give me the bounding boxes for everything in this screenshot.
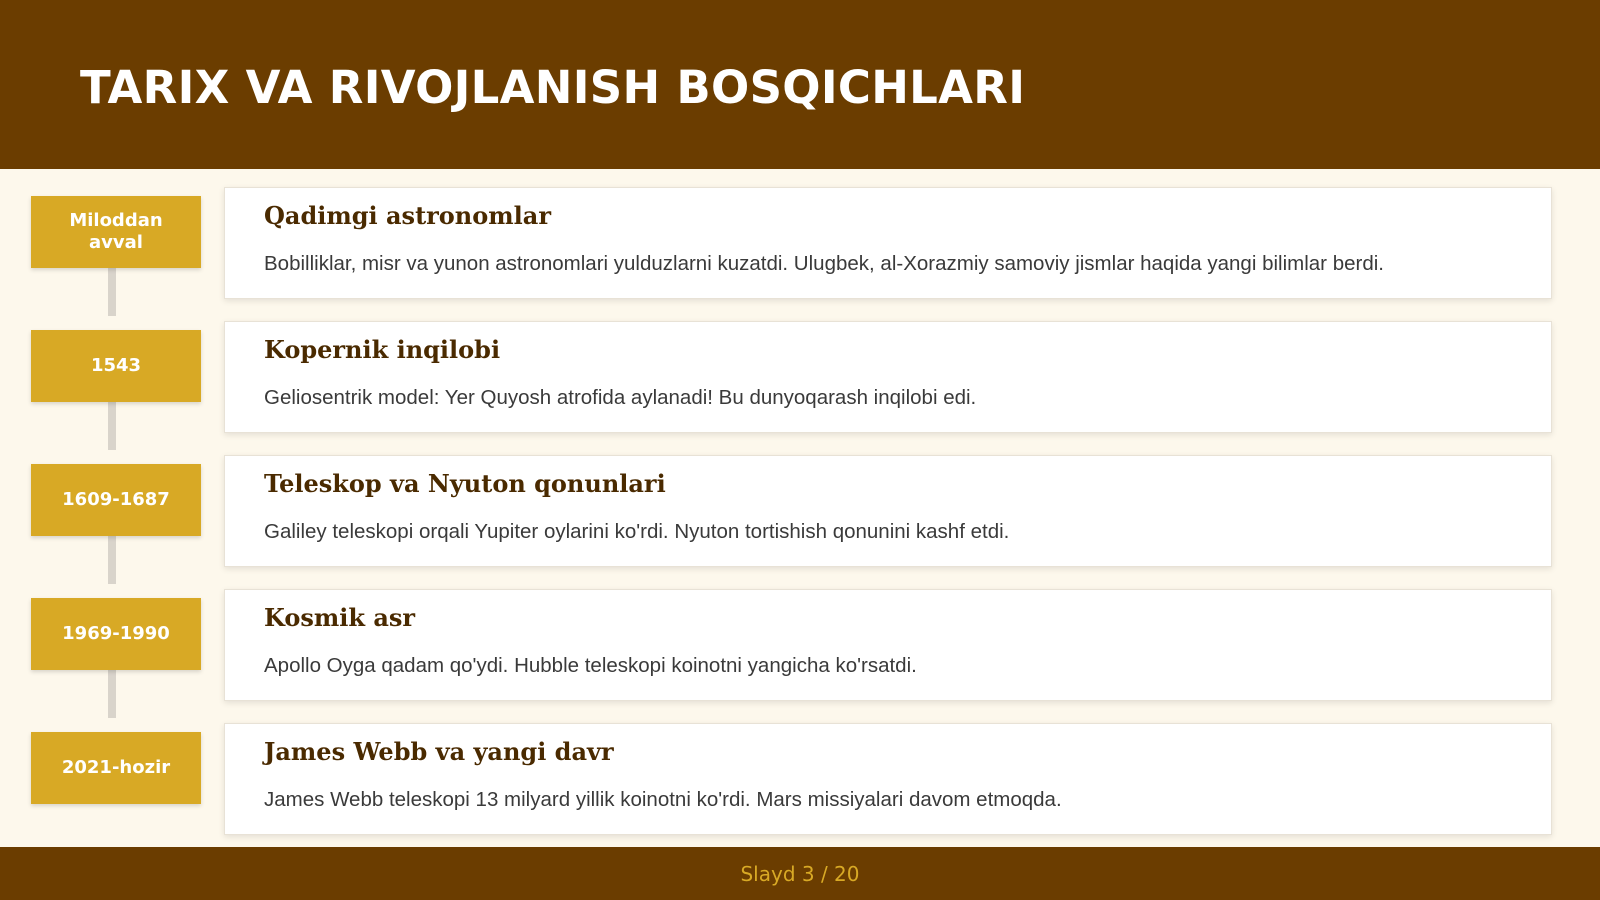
timeline-card-text: Bobilliklar, misr va yunon astronomlari yulduzlarni kuzatdi. Ulugbek, al-Xorazmiy samoviy jismlar haqida yangi bilimlar berdi.: [264, 252, 1384, 275]
slide-title: TARIX VA RIVOJLANISH BOSQICHLARI: [80, 61, 1026, 114]
timeline-date-label: 2021-hozir: [61, 757, 171, 778]
timeline-card-text: James Webb teleskopi 13 milyard yillik koinotni ko'rdi. Mars missiyalari davom etmoqda.: [264, 788, 1062, 811]
slide-number: Slayd 3 / 20: [740, 861, 860, 886]
timeline-date-badge: [31, 598, 201, 670]
timeline-card: [224, 723, 1552, 835]
timeline-date-label: 1969-1990: [62, 623, 170, 644]
timeline-date-label: Miloddan avval: [69, 210, 163, 253]
timeline-card: [224, 321, 1552, 433]
timeline-connector: [108, 536, 116, 584]
slide-header: [0, 0, 1600, 169]
timeline-card: [224, 589, 1552, 701]
timeline-card: [224, 187, 1552, 299]
timeline-card-text: Galiley teleskopi orqali Yupiter oylarini ko'rdi. Nyuton tortishish qonunini kashf etdi.: [264, 520, 1010, 543]
timeline-date-badge: [31, 732, 201, 804]
timeline-card: [224, 455, 1552, 567]
timeline-connector: [108, 402, 116, 450]
timeline-connector: [108, 670, 116, 718]
timeline-card-title: Teleskop va Nyuton qonunlari: [264, 469, 666, 498]
timeline-date-label: 1543: [90, 355, 142, 376]
timeline-card-title: Qadimgi astronomlar: [264, 201, 551, 230]
timeline-date-badge: [31, 330, 201, 402]
slide-footer: [0, 847, 1600, 900]
timeline-card-title: James Webb va yangi davr: [264, 737, 614, 766]
timeline: [0, 169, 1600, 847]
timeline-connector: [108, 268, 116, 316]
timeline-date-label: 1609-1687: [62, 489, 170, 510]
timeline-card-title: Kosmik asr: [264, 603, 416, 632]
timeline-card-text: Geliosentrik model: Yer Quyosh atrofida aylanadi! Bu dunyoqarash inqilobi edi.: [264, 386, 977, 409]
timeline-date-badge: [31, 464, 201, 536]
timeline-card-text: Apollo Oyga qadam qo'ydi. Hubble teleskopi koinotni yangicha ko'rsatdi.: [264, 654, 917, 677]
timeline-card-title: Kopernik inqilobi: [264, 335, 501, 364]
timeline-date-badge: [31, 196, 201, 268]
